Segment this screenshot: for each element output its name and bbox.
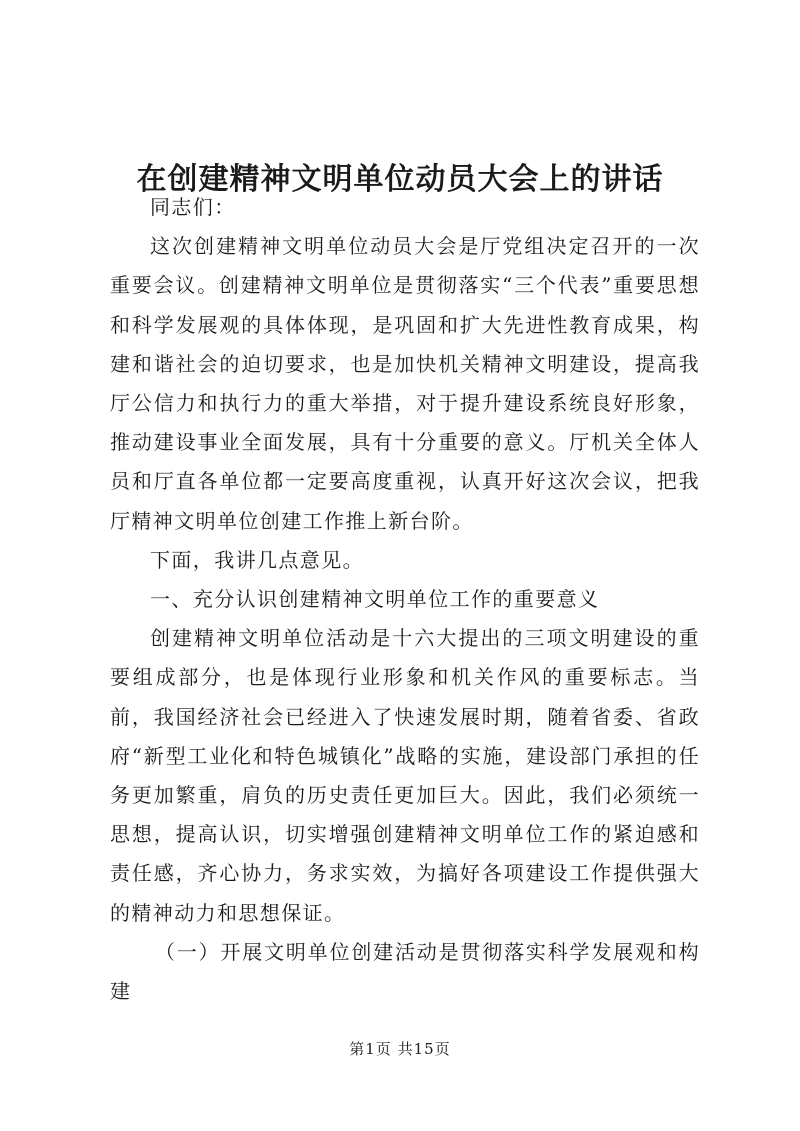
page-footer: 第1页 共15页	[349, 1040, 451, 1058]
paragraph-transition: 下面，我讲几点意见。	[150, 547, 364, 572]
paragraph-section-1: 创建精神文明单位活动是十六大提出的三项文明建设的重要组成部分，也是体现行业形象和机关作风的重要标志。当前，我国经济社会已经进入了快速发展时期，随着省委、省政府“新型工业化和特色城镇化”战略的实施，建设部门承担的任务更加繁重，肩负的历史责任更加巨大。因此，我们必须统一思想，提高认识，切实增强创建精神文明单位工作的紧迫感和责任感，齐心协力，务求实效，为搞好各项建设工作提供强大的精神动力和思想保证。	[110, 626, 700, 925]
paragraph-intro: 这次创建精神文明单位动员大会是厅党组决定召开的一次重要会议。创建精神文明单位是贯彻落实“三个代表”重要思想和科学发展观的具体体现，是巩固和扩大先进性教育成果，构建和谐社会的迫切要求，也是加快机关精神文明建设，提高我厅公信力和执行力的重大举措，对于提升建设系统良好形象，推动建设事业全面发展，具有十分重要的意义。厅机关全体人员和厅直各单位都一定要高度重视，认真开好这次会议，把我厅精神文明单位创建工作推上新台阶。	[110, 234, 700, 533]
section-heading-1: 一、充分认识创建精神文明单位工作的重要意义	[150, 587, 600, 612]
salutation: 同志们：	[150, 195, 236, 219]
document-title: 在创建精神文明单位动员大会上的讲话	[136, 162, 664, 198]
subsection-heading-1: （一）开展文明单位创建活动是贯彻落实科学发展观和构建	[110, 939, 700, 1004]
document-body	[110, 188, 700, 1011]
